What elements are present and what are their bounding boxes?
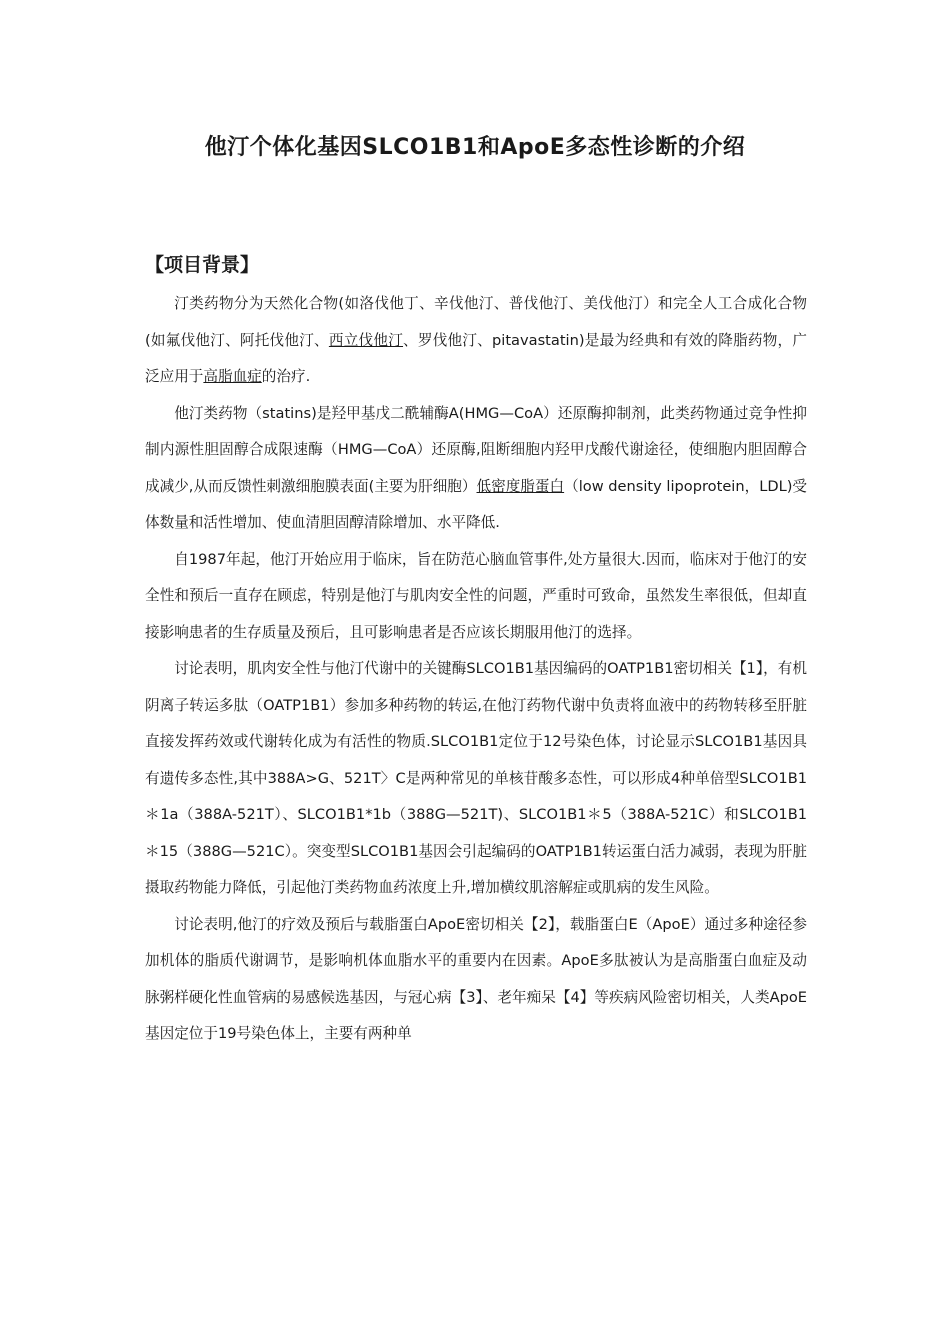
document-title: 他汀个体化基因SLCO1B1和ApoE多态性诊断的介绍 — [204, 135, 746, 160]
paragraph-1-text-b: 、罗伐他汀、pitavastatin)是最为经典和有效的降脂药物，广泛应用于 — [145, 331, 807, 385]
paragraph-1-text-a: 汀类药物分为天然化合物(如洛伐他丁、辛伐他汀、普伐他汀、美伐他汀）和完全人工合成化合物(如氟伐他汀、阿托伐他汀、 — [145, 295, 807, 349]
paragraph-2-text-b: （low density lipoprotein，LDL)受体数量和活性增加、使血清胆固醇清除增加、水平降低. — [145, 477, 807, 531]
paragraph-5: 讨论表明,他汀的疗效及预后与载脂蛋白ApoE密切相关【2】，载脂蛋白E（ApoE）通过多种途径参加机体的脂质代谢调节，是影响机体血脂水平的重要内在因素。ApoE多肽被认为是高脂蛋白血症及动脉粥样硬化性血管病的易感候选基因，与冠心病【3】、老年痴呆【4】等疾病风险密切相关，人类ApoE基因定位于19号染色体上，主要有两种单 — [145, 915, 807, 1042]
paragraph-2 — [145, 396, 807, 542]
link-hyperlipidemia[interactable]: 高脂血症 — [203, 368, 262, 385]
paragraph-2-text-a: 他汀类药物（statins)是羟甲基戊二酰辅酶A(HMG—CoA）还原酶抑制剂，此类药物通过竞争性抑制内源性胆固醇合成限速酶（HMG—CoA）还原酶,阻断细胞内羟甲戊酸代谢途径，使细胞内胆固醇合成减少,从而反馈性刺激细胞膜表面(主要为肝细胞） — [145, 404, 807, 495]
document-body — [145, 286, 807, 1053]
section-heading: 【项目背景】 — [145, 254, 260, 276]
paragraph-3: 自1987年起，他汀开始应用于临床，旨在防范心脑血管事件,处方量很大.因而，临床对于他汀的安全性和预后一直存在顾虑，特别是他汀与肌肉安全性的问题，严重时可致命，虽然发生率很低，但却直接影响患者的生存质量及预后，且可影响患者是否应该长期服用他汀的选择。 — [145, 550, 807, 641]
link-cerivastatin[interactable]: 西立伐他汀 — [328, 331, 404, 349]
paragraph-1 — [145, 286, 807, 396]
link-ldl[interactable]: 低密度脂蛋白 — [476, 477, 565, 495]
paragraph-4: 讨论表明，肌肉安全性与他汀代谢中的关键酶SLCO1B1基因编码的OATP1B1密切相关【1】，有机阴离子转运多肽（OATP1B1）参加多种药物的转运,在他汀药物代谢中负责将血液中的药物转移至肝脏直接发挥药效或代谢转化成为有活性的物质.SLCO1B1定位于12号染色体，讨论显示SLCO1B1基因具有遗传多态性,其中388A>G、521T〉C是两种常见的单核苷酸多态性，可以形成4种单倍型SLCO1B1＊1a（388A-521T）、SLCO1B1*1b（388G—521T)、SLCO1B1＊5（388A-521C）和SLCO1B1＊15（388G—521C）。突变型SLCO1B1基因会引起编码的OATP1B1转运蛋白活力减弱，表现为肝脏摄取药物能力降低，引起他汀类药物血药浓度上升,增加横纹肌溶解症或肌病的发生风险。 — [145, 660, 807, 896]
paragraph-1-text-c: 的治疗. — [261, 368, 311, 385]
